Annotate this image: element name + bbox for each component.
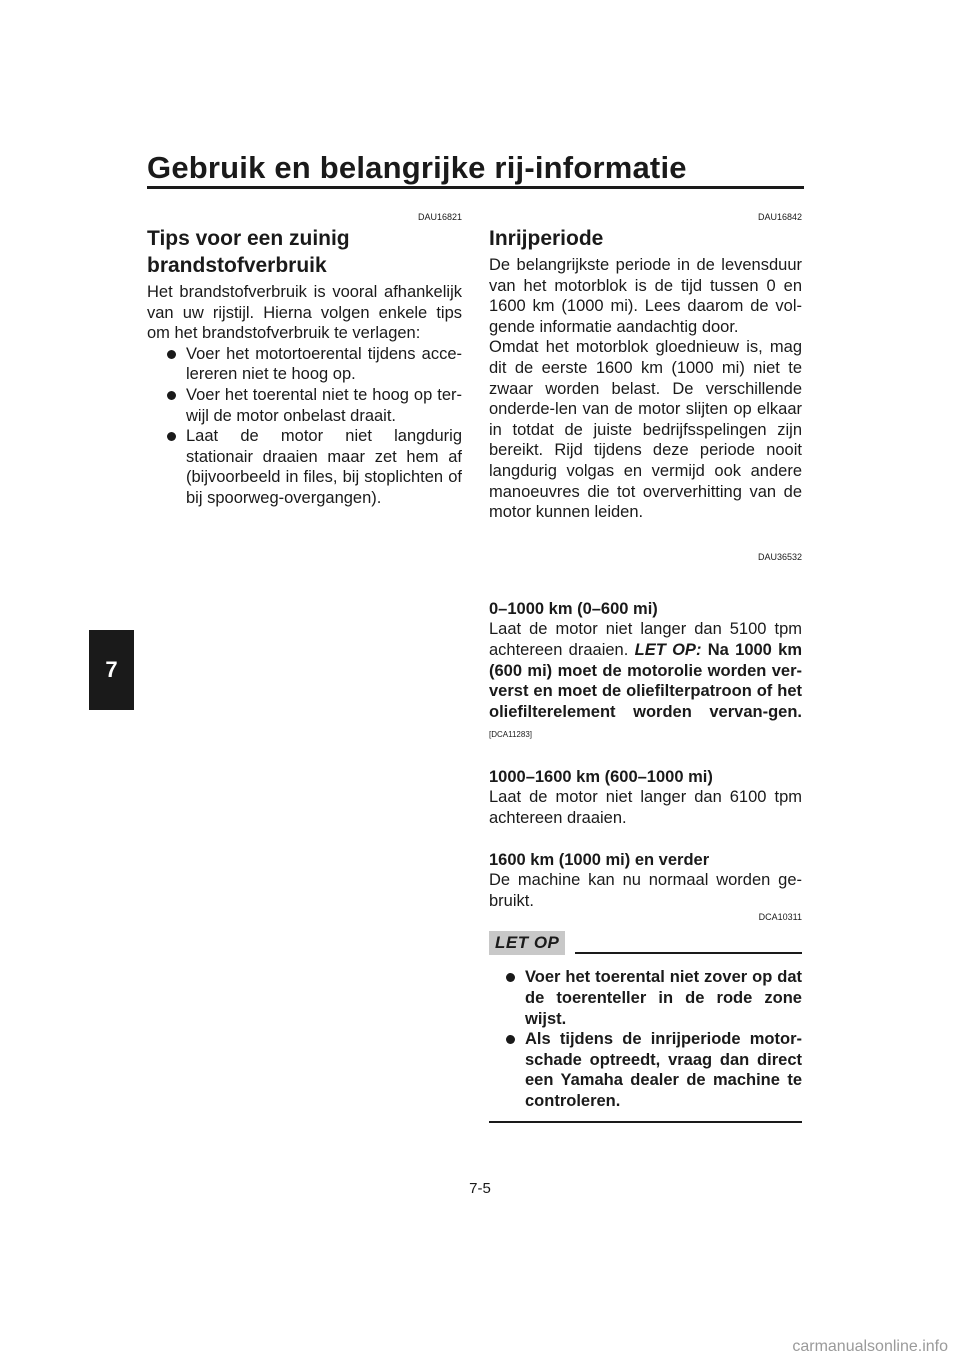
left-column (147, 212, 462, 509)
stage-1-title: 0–1000 km (0–600 mi) (489, 599, 658, 618)
notice-list (489, 967, 802, 1111)
list-item: Als tijdens de inrijperiode motor-schade optreedt, vraag dan direct een Yamaha dealer de machine te controleren. (505, 1029, 802, 1111)
list-item: Voer het motortoerental tijdens acce-lereren niet te hoog op. (166, 344, 462, 385)
bullet-icon (167, 391, 176, 400)
watermark: carmanualsonline.info (792, 1338, 948, 1355)
section-code: DAU36532 (757, 551, 802, 562)
stage-3 (489, 850, 802, 912)
break-in-para2: Omdat het motorblok gloednieuw is, mag dit de eerste 1600 km (1000 mi) niet te zwaar worden belast. De verschillende onderde-len van de motor slijten op elkaar in totdat de juiste bedrijfsspelingen zijn bereikt. Rijd tijdens deze periode nooit langdurig volgas en vermijd ook andere manoeuvres die tot oververhitting van de motor kunnen leiden. (489, 338, 802, 522)
section-title-line2: brandstofverbruik (147, 254, 327, 277)
fuel-tips-list (147, 344, 462, 509)
stage-2 (489, 767, 802, 829)
section-code: DAU16821 (417, 212, 462, 222)
page-title: Gebruik en belangrijke rij-informatie (147, 150, 687, 185)
right-column (489, 212, 802, 1123)
bullet-icon (167, 350, 176, 359)
notice-badge: LET OP (489, 931, 565, 955)
page-number: 7-5 (469, 1180, 491, 1197)
section-code: DAU16842 (757, 212, 802, 222)
title-rule (147, 186, 804, 189)
bullet-icon (167, 432, 176, 441)
notice-box (489, 931, 802, 1122)
bullet-icon (506, 1035, 515, 1044)
bullet-icon (506, 973, 515, 982)
notice-end-rule (489, 1121, 802, 1123)
stage-1-text: Laat de motor niet langer dan 5100 tpm achtereen draaien. LET OP: Na 1000 km (600 mi) moet de motorolie worden ver-verst en moet de oliefilterpatroon of het oliefilterelement worden vervan-gen.[DCA11283] (489, 620, 802, 740)
list-item: Laat de motor niet langdurig stationair draaien maar zet hem af (bijvoorbeeld in files, bij stoplichten of bij spoorweg-overgangen). (166, 426, 462, 508)
caution-label: LET OP: (634, 640, 702, 659)
fuel-intro: Het brandstofverbruik is vooral afhankelijk van uw rijstijl. Hierna volgen enkele tips om het brandstofverbruik te verlagen: (147, 283, 462, 343)
section-title-fuel (147, 225, 462, 279)
notice-header (489, 931, 802, 955)
break-in-para1: De belangrijkste periode in de levensduur van het motorblok is de tijd tussen 0 en 1600 km (1000 mi). Lees daarom de vol-gende informatie aandachtig door. (489, 256, 802, 336)
stage-2-text: Laat de motor niet langer dan 6100 tpm achtereen draaien. (489, 788, 802, 828)
stage-3-text: De machine kan nu normaal worden ge-bruikt. (489, 871, 802, 910)
caution-code: [DCA11283] (489, 730, 532, 740)
stage-3-title: 1600 km (1000 mi) en verder (489, 850, 710, 869)
stage-2-title: 1000–1600 km (600–1000 mi) (489, 767, 713, 786)
notice-code: DCA10311 (758, 912, 802, 923)
stage-1 (489, 599, 802, 746)
caution-text: Na 1000 km (600 mi) moet de motorolie worden ver-verst en moet de oliefilterpatroon of het oliefilterelement worden vervan-gen. (489, 640, 802, 721)
chapter-tab: 7 (89, 630, 134, 710)
section-title-line1: Tips voor een zuinig (147, 227, 350, 250)
list-item: Voer het toerental niet zover op dat de toerenteller in de rode zone wijst. (505, 967, 802, 1029)
list-item: Voer het toerental niet te hoog op ter-wijl de motor onbelast draait. (166, 385, 462, 426)
notice-header-rule (575, 952, 802, 954)
section-title-break-in: Inrijperiode (489, 227, 604, 250)
